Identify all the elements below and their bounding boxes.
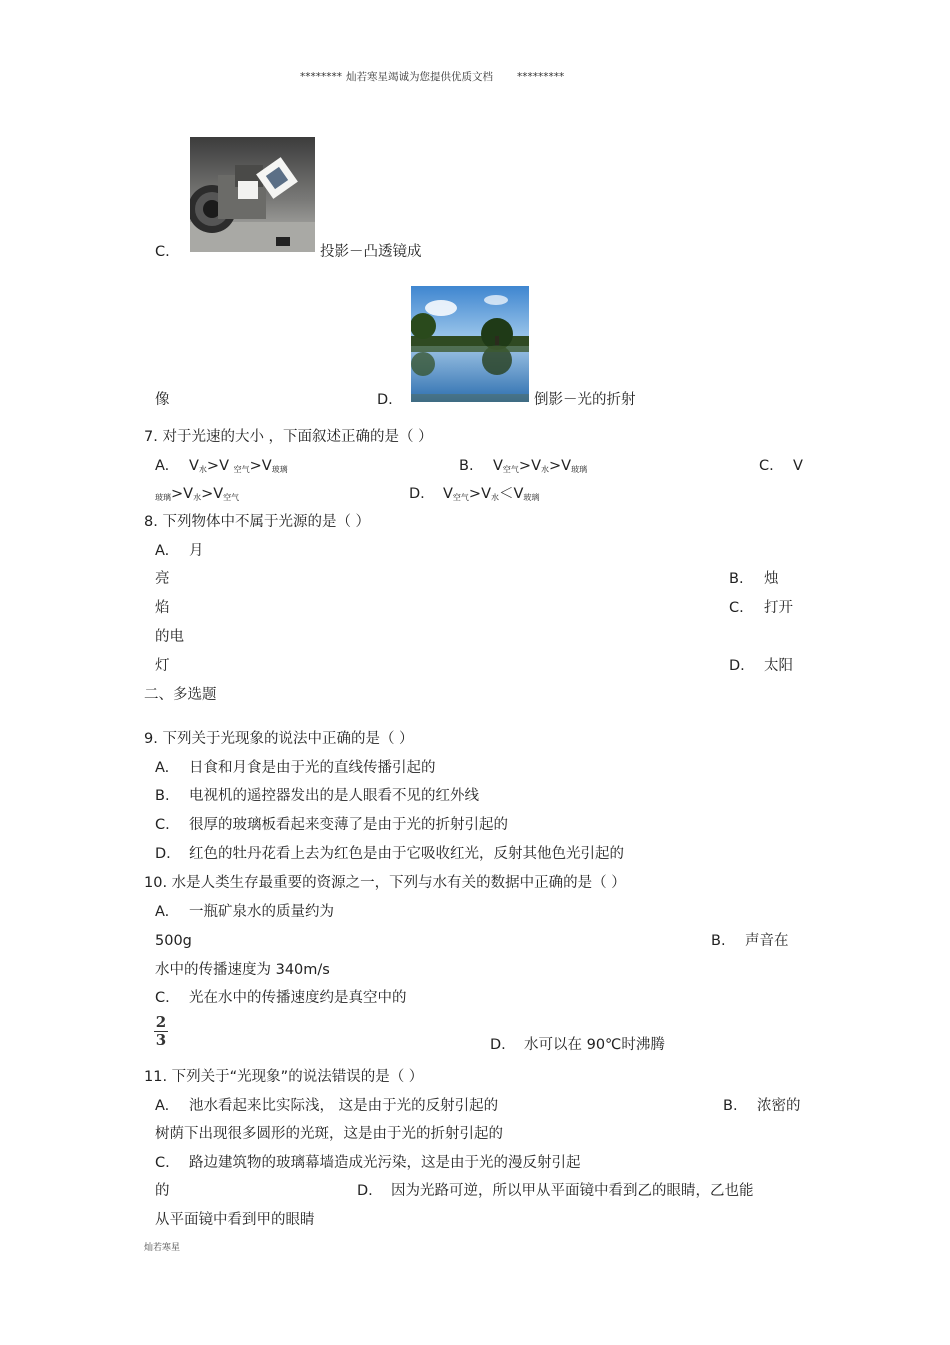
q11-c-label: C. <box>155 1155 170 1171</box>
q11-a-label: A. <box>155 1098 170 1114</box>
section-heading: 二、多选题 <box>144 687 217 703</box>
q11-b-text: 浓密的 <box>757 1098 801 1114</box>
projector-image <box>190 137 315 252</box>
q9-d-text: 红色的牡丹花看上去为红色是由于它吸收红光，反射其他色光引起的 <box>189 846 624 862</box>
q6-d-label: D. <box>377 392 393 408</box>
q9-b-label: B. <box>155 788 170 804</box>
q8-b-text-cont: 焰 <box>155 600 170 616</box>
header-stars-left: ******** <box>300 71 342 83</box>
q7-a-option: $V_水>V$ $_{空气}>V_{玻璃}$ <box>189 458 288 474</box>
q10-d-text: 水可以在 90℃时沸腾 <box>524 1037 665 1053</box>
q9-stem: 9. 下列关于光现象的说法中正确的是（ ） <box>144 731 414 747</box>
fraction-numerator: 2 <box>155 1013 167 1031</box>
q11-a-text: 池水看起来比实际浅， 这是由于光的反射引起的 <box>189 1098 499 1114</box>
q7-c-v: V <box>793 458 803 474</box>
q11-d-label: D. <box>357 1183 373 1199</box>
q8-a-text: 月 <box>189 543 204 559</box>
q10-stem: 10. 水是人类生存最重要的资源之一，下列与水有关的数据中正确的是（ ） <box>144 875 626 891</box>
q7-d-option: $V_{空气}>V_水<V_{玻璃}$ <box>443 486 540 502</box>
header-stars-right: ********* <box>517 71 565 83</box>
q10-c-label: C. <box>155 990 170 1006</box>
q10-a-text-cont: 500g <box>155 933 192 949</box>
q7-c-option: $_{玻璃}>V_水>V_{空气}$ <box>155 486 240 502</box>
q11-b-label: B. <box>723 1098 738 1114</box>
q10-c-text: 光在水中的传播速度约是真空中的 <box>189 990 407 1006</box>
q8-c-label: C. <box>729 600 744 616</box>
q8-c-text: 打开 <box>764 600 793 616</box>
q7-b-label: B. <box>459 458 474 474</box>
q6-c-text: 投影－凸透镜成 <box>320 244 422 260</box>
q11-d-text: 因为光路可逆，所以甲从平面镜中看到乙的眼睛，乙也能 <box>391 1183 754 1199</box>
q6-c-continued: 像 <box>155 392 170 408</box>
q9-a-label: A. <box>155 760 170 776</box>
q7-c-label: C. <box>759 458 774 474</box>
q9-c-text: 很厚的玻璃板看起来变薄了是由于光的折射引起的 <box>189 817 508 833</box>
q11-c-text: 路边建筑物的玻璃幕墙造成光污染，这是由于光的漫反射引起 <box>189 1155 581 1171</box>
q11-c-text-cont: 的 <box>155 1183 170 1199</box>
q8-d-label: D. <box>729 658 745 674</box>
q11-stem: 11. 下列关于“光现象”的说法错误的是（ ） <box>144 1069 424 1085</box>
q8-c-text-cont2: 灯 <box>155 658 170 674</box>
q10-a-label: A. <box>155 904 170 920</box>
q10-d-label: D. <box>490 1037 506 1053</box>
q11-b-text-cont: 树荫下出现很多圆形的光斑，这是由于光的折射引起的 <box>155 1126 503 1142</box>
q8-d-text: 太阳 <box>764 658 793 674</box>
q9-c-label: C. <box>155 817 170 833</box>
fraction-denominator: 3 <box>155 1031 167 1049</box>
q10-b-text-cont: 水中的传播速度为 340m/s <box>155 962 330 978</box>
q9-b-text: 电视机的遥控器发出的是人眼看不见的红外线 <box>189 788 479 804</box>
q10-b-text: 声音在 <box>745 933 789 949</box>
q10-b-label: B. <box>711 933 726 949</box>
q8-b-text: 烛 <box>764 571 779 587</box>
q10-c-fraction <box>154 1015 168 1048</box>
q7-a-label: A. <box>155 458 170 474</box>
q8-b-label: B. <box>729 571 744 587</box>
q6-d-text: 倒影－光的折射 <box>534 392 636 408</box>
q7-d-label: D. <box>409 486 425 502</box>
q10-a-text: 一瓶矿泉水的质量约为 <box>189 904 334 920</box>
q9-d-label: D. <box>155 846 171 862</box>
reflection-image <box>411 286 529 402</box>
q6-c-label: C. <box>155 244 170 260</box>
q8-a-text-cont: 亮 <box>155 571 170 587</box>
q7-b-option: $V_{空气}>V_水>V_{玻璃}$ <box>493 458 588 474</box>
q8-stem: 8. 下列物体中不属于光源的是（ ） <box>144 514 371 530</box>
q7-stem: 7. 对于光速的大小 ，下面叙述正确的是（ ） <box>144 429 433 445</box>
q11-d-text-cont: 从平面镜中看到甲的眼睛 <box>155 1212 315 1228</box>
q8-c-text-cont: 的电 <box>155 629 184 645</box>
q8-a-label: A. <box>155 543 170 559</box>
q9-a-text: 日食和月食是由于光的直线传播引起的 <box>189 760 436 776</box>
footer-text: 灿若寒星 <box>144 1243 181 1253</box>
header-text: 灿若寒星竭诚为您提供优质文档 <box>346 71 493 83</box>
